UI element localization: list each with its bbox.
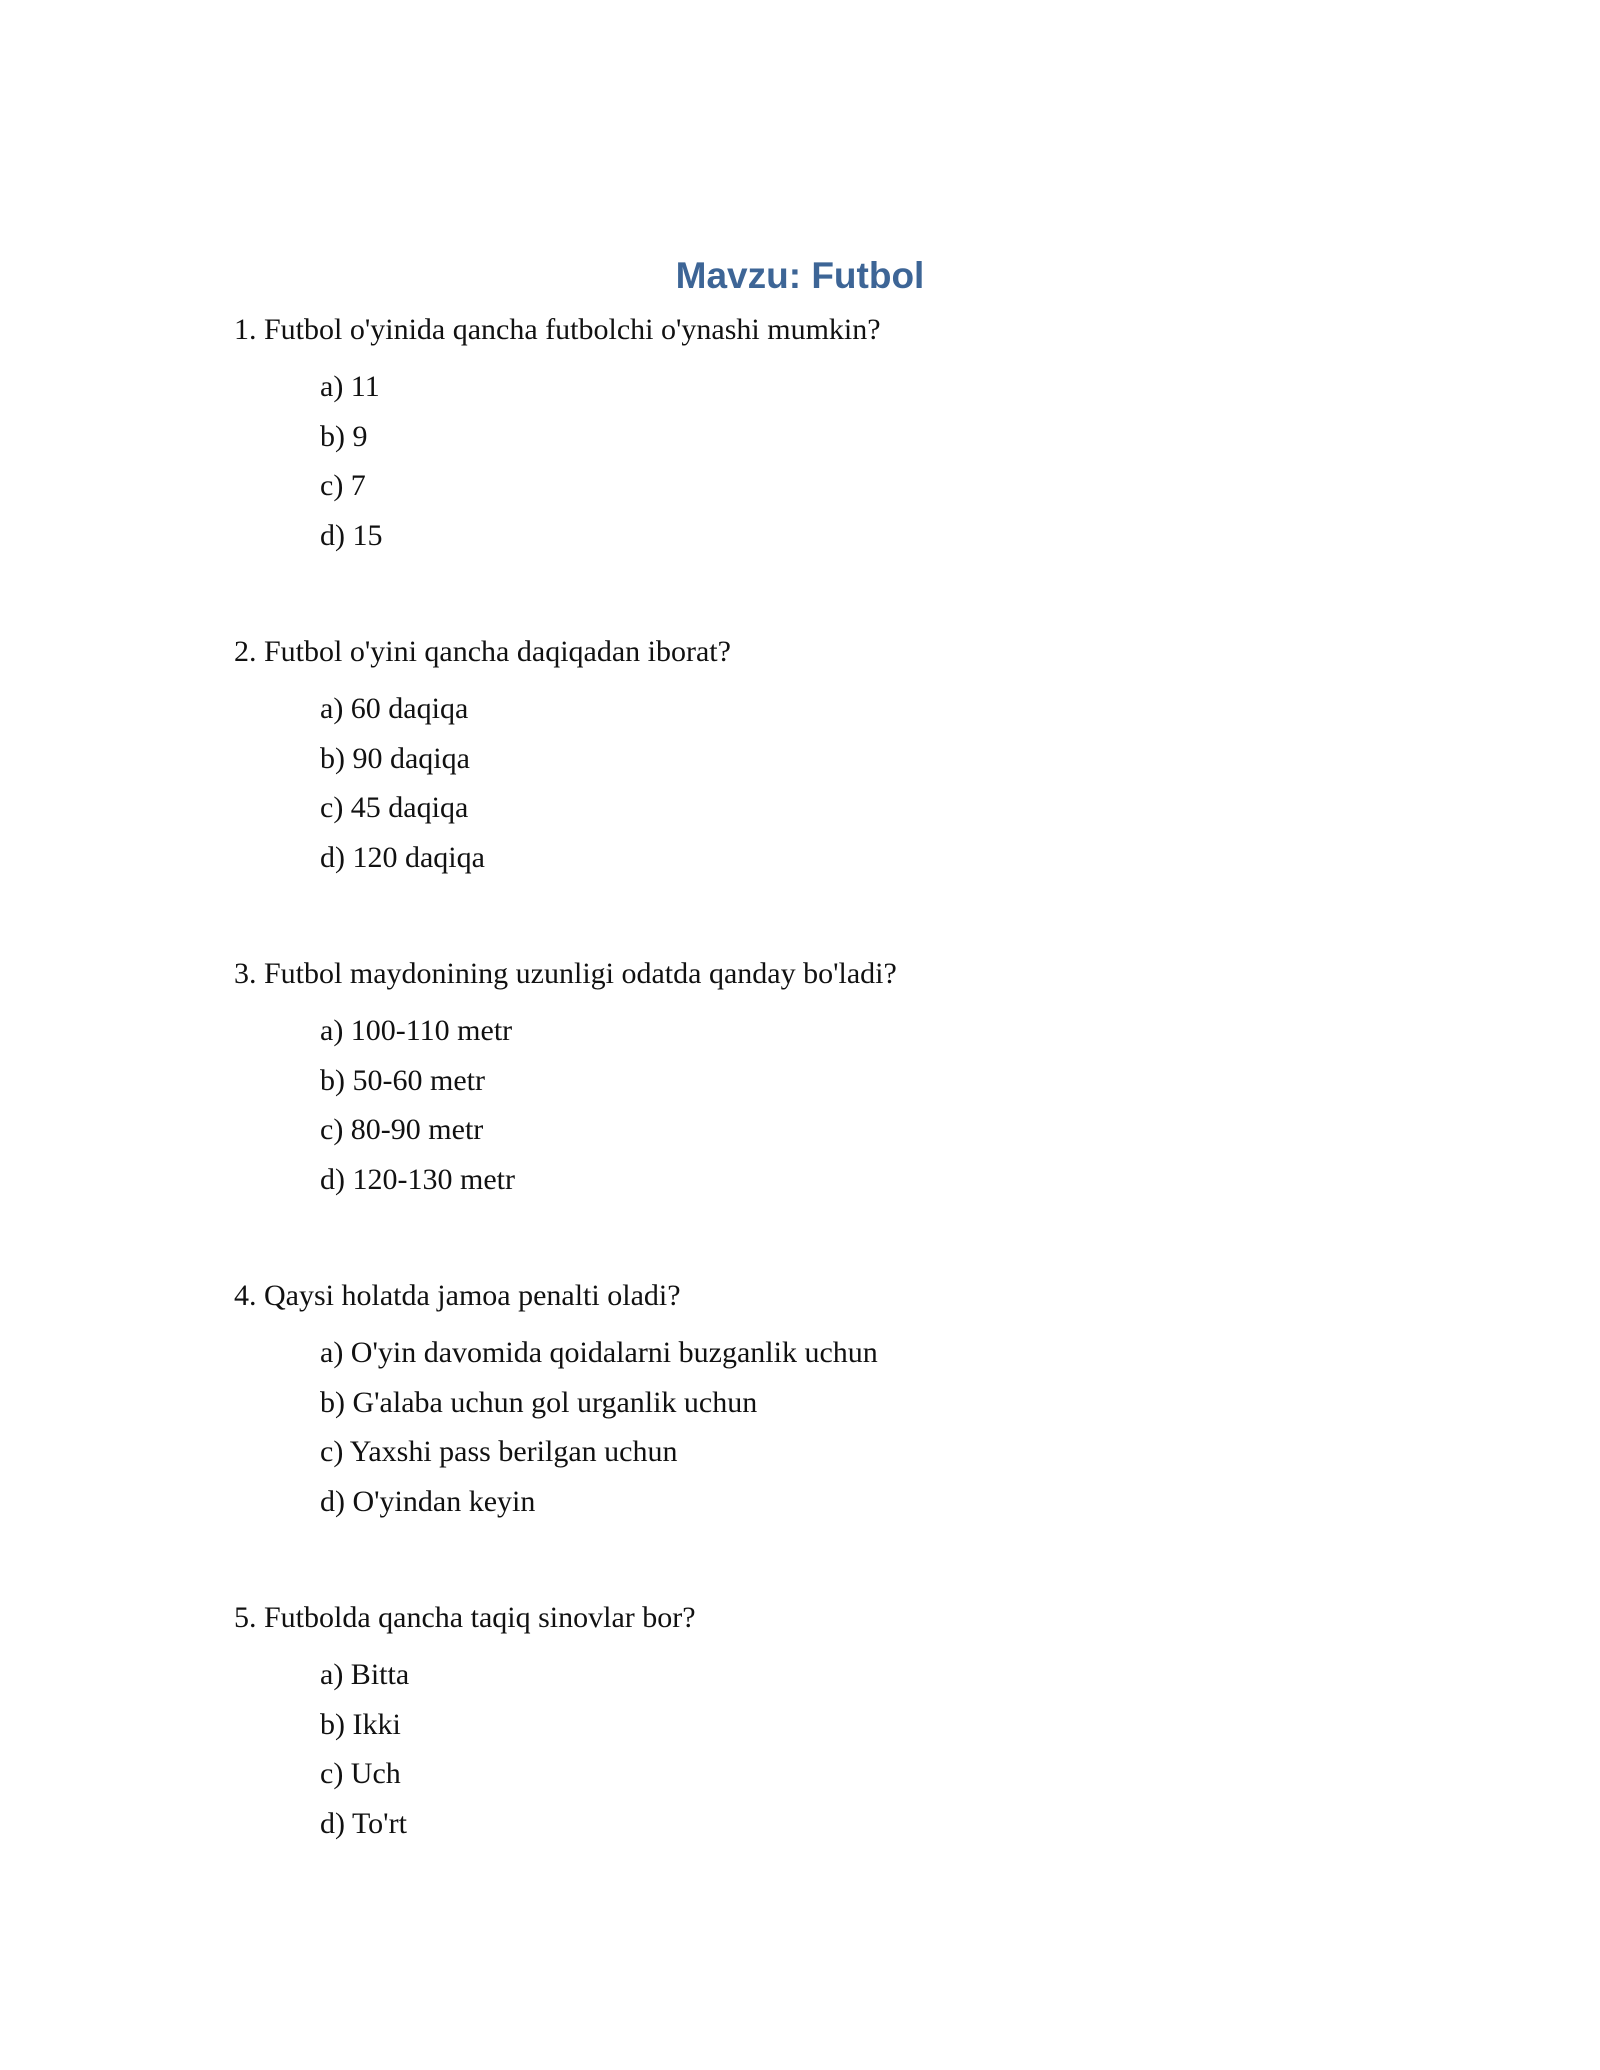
answer-option-d: d) To'rt: [320, 1806, 407, 1840]
answer-option-b: b) 50-60 metr: [320, 1063, 485, 1097]
answer-option-d: d) O'yindan keyin: [320, 1484, 536, 1518]
question-list: [234, 304, 1434, 1914]
answer-option-a: a) 100-110 metr: [320, 1014, 513, 1047]
answer-option-d: d) 15: [320, 518, 383, 552]
answer-option-a: a) Bitta: [320, 1658, 410, 1691]
question-text: 3. Futbol maydonining uzunligi odatda qanday bo'ladi?: [234, 957, 897, 990]
answer-options: [320, 1328, 1434, 1526]
question-text: 1. Futbol o'yinida qancha futbolchi o'ynashi mumkin?: [234, 313, 881, 346]
question-1: [234, 304, 1434, 626]
answer-options: [320, 362, 1434, 560]
question-3: [234, 948, 1434, 1270]
answer-options: [320, 1650, 1434, 1848]
question-2: [234, 626, 1434, 948]
answer-option-d: d) 120 daqiqa: [320, 840, 485, 874]
answer-option-c: c) 80-90 metr: [320, 1113, 484, 1146]
document-title: Mavzu: Futbol: [675, 255, 925, 296]
answer-option-b: b) G'alaba uchun gol urganlik uchun: [320, 1385, 758, 1419]
answer-option-b: b) 9: [320, 419, 368, 453]
answer-option-b: b) Ikki: [320, 1707, 401, 1741]
question-5: [234, 1592, 1434, 1914]
answer-options: [320, 684, 1434, 882]
question-text: 4. Qaysi holatda jamoa penalti oladi?: [234, 1279, 681, 1312]
answer-option-d: d) 120-130 metr: [320, 1162, 515, 1196]
question-text: 2. Futbol o'yini qancha daqiqadan iborat?: [234, 635, 731, 668]
answer-option-b: b) 90 daqiqa: [320, 741, 470, 775]
answer-options: [320, 1006, 1434, 1204]
answer-option-a: a) 60 daqiqa: [320, 692, 469, 725]
question-text: 5. Futbolda qancha taqiq sinovlar bor?: [234, 1601, 696, 1634]
answer-option-c: c) 7: [320, 469, 366, 502]
answer-option-c: c) 45 daqiqa: [320, 791, 469, 824]
answer-option-a: a) 11: [320, 370, 380, 403]
answer-option-a: a) O'yin davomida qoidalarni buzganlik uchun: [320, 1336, 878, 1369]
answer-option-c: c) Uch: [320, 1757, 401, 1790]
answer-option-c: c) Yaxshi pass berilgan uchun: [320, 1435, 678, 1468]
question-4: [234, 1270, 1434, 1592]
